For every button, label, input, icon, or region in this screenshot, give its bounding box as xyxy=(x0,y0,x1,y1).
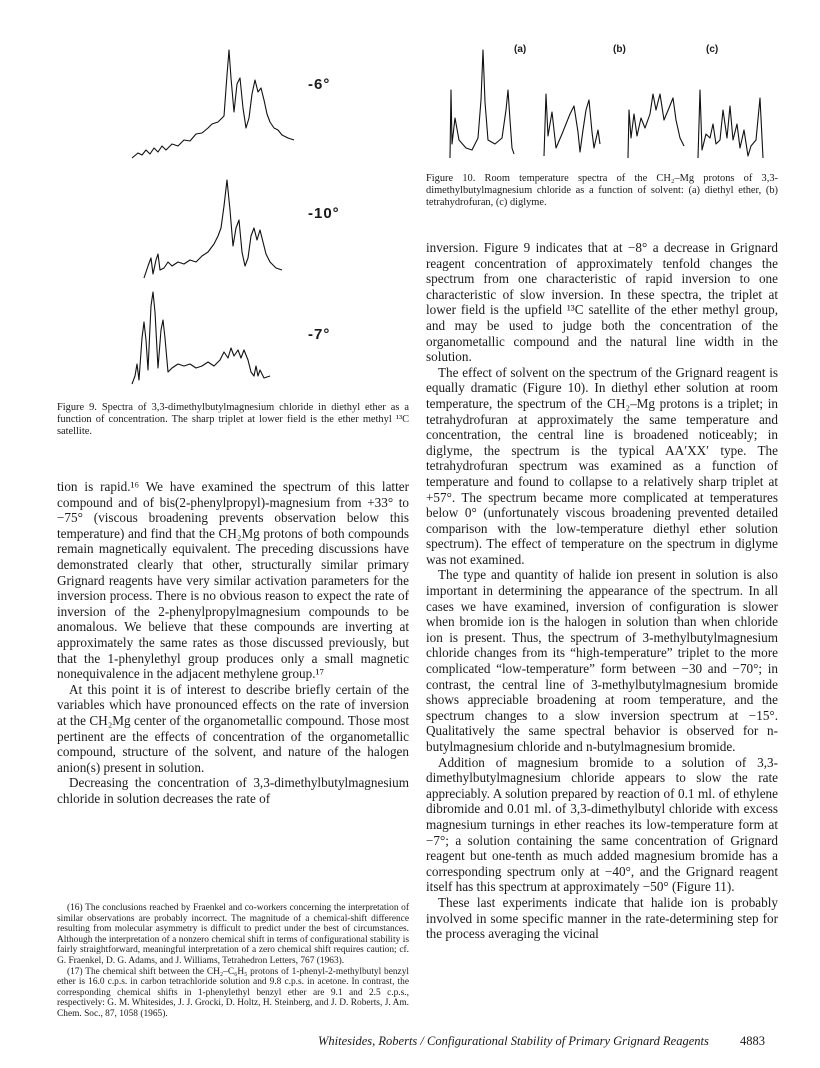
footnote-16: (16) The conclusions reached by Fraenkel and co-workers concerning the interpretation of similar observations are probably incorrect. The magnitude of a chemical-shift difference resulting from molecular asymmetry is difficult to predict under the best of circumstances. Although the interpretation of a nonzero chemical shift in terms of configurational stability is fairly straightforward, meaningful interpretation of a zero chemical shift requires caution; cf. G. Fraenkel, D. G. Adams, and J. Williams, Tetrahedron Letters, 767 (1963). xyxy=(57,903,409,966)
figure-9-spectrum-top xyxy=(130,40,300,170)
right-paragraph-5: These last experiments indicate that halide ion is probably involved in some specific manner in the rate-determining step for the process averaging the vicinal xyxy=(426,894,778,942)
figure-9 xyxy=(130,40,400,400)
panel-label-b: (b) xyxy=(613,44,626,55)
figure-10-spectrum-row xyxy=(440,40,770,170)
figure-9-caption: Figure 9. Spectra of 3,3-dimethylbutylmagnesium chloride in diethyl ether as a function of concentration. The sharp triplet at lower field is the ether methyl ¹³C satellite. xyxy=(57,402,409,438)
right-column xyxy=(426,240,778,942)
figure-10 xyxy=(440,40,770,170)
page-number: 4883 xyxy=(740,1034,765,1048)
right-paragraph-1: inversion. Figure 9 indicates that at −8° a decrease in Grignard reagent concentration of approximately tenfold changes the spectrum from one characteristic of rapid inversion to one characteristic of slow inversion. In these spectra, the triplet at lower field is the upfield ¹³C satellite of the ether methyl group, and may be used to judge both the concentration of the organometallic compound and the natural line width in the solution. xyxy=(426,240,778,365)
right-paragraph-4: Addition of magnesium bromide to a solution of 3,3-dimethylbutylmagnesium chloride appears to slow the rate appreciably. A solution prepared by reaction of 0.1 ml. of ethylene dibromide and 0.01 ml. of 3,3-dimethylbutyl chloride with excess magnesium turnings in ether reaches its low-temperature form at −7°; a solution containing the same concentration of Grignard reagent but one-tenth as much added magnesium bromide has a corresponding spectrum only at −40°, and the Grignard reagent itself has this spectrum at approximately −50° (Figure 11). xyxy=(426,754,778,895)
left-paragraph-1: tion is rapid.¹⁶ We have examined the spectrum of this latter compound and of bis(2-phenylpropyl)-magnesium from +33° to −75° (viscous broadening prevents observation below this temperature) and find that the CH₂Mg protons of both compounds remain magnetically equivalent. The preceding discussions have demonstrated clearly that other, structurally similar primary Grignard reagents have very similar activation parameters for the inversion process. There is no obvious reason to expect the rate of inversion of the 2-phenylpropylmagnesium compounds to be anomalous. We believe that these compounds are inverting at approximately the same rates as those discussed previously, but that the 1-phenylethyl group produces only a small magnetic nonequivalence in the adjacent methylene group.¹⁷ xyxy=(57,479,409,682)
temp-label-bottom: -7° xyxy=(308,326,331,343)
figure-9-spectrum-bottom xyxy=(130,272,300,392)
left-paragraph-3: Decreasing the concentration of 3,3-dimethylbutylmagnesium chloride in solution decreases the rate of xyxy=(57,775,409,806)
left-paragraph-2: At this point it is of interest to describe briefly certain of the variables which have pronounced effects on the rate of inversion at the CH₂Mg center of the organometallic compound. Those most pertinent are the effects of concentration of the organometallic compound, structure of the solvent, and nature of the halogen anion(s) present in solution. xyxy=(57,681,409,775)
footnote-17: (17) The chemical shift between the CH₂–C₆H₅ protons of 1-phenyl-2-methylbutyl benzyl ether is 16.0 c.p.s. in carbon tetrachloride solution and 9.8 c.p.s. in acetone. In contrast, the corresponding chemical shifts in 1-phenylethyl benzyl ether are 9.1 and 2.5 c.p.s., respectively: G. M. Whitesides, J. J. Grocki, D. Holtz, H. Steinberg, and J. D. Roberts, J. Am. Chem. Soc., 87, 1058 (1965). xyxy=(57,966,409,1019)
temp-label-top: -6° xyxy=(308,76,331,93)
figure-10-caption: Figure 10. Room temperature spectra of the CH₂–Mg protons of 3,3-dimethylbutylmagnesium chloride as a function of solvent: (a) diethyl ether, (b) tetrahydrofuran, (c) diglyme. xyxy=(426,173,778,209)
footnotes xyxy=(57,903,409,1020)
left-column xyxy=(57,479,409,806)
temp-label-middle: -10° xyxy=(308,205,340,222)
running-footer: Whitesides, Roberts / Configurational Stability of Primary Grignard Reagents xyxy=(318,1034,709,1048)
panel-label-c: (c) xyxy=(706,44,719,55)
panel-label-a: (a) xyxy=(514,44,527,55)
right-paragraph-2: The effect of solvent on the spectrum of the Grignard reagent is equally dramatic (Figure 10). In diethyl ether solution at room temperature, the spectrum of the CH₂–Mg protons is a triplet; in tetrahydrofuran at approximately the same temperature and concentration, the central line is broadened noticeably; in diglyme, the spectrum is the typical AA′XX′ type. The tetrahydrofuran spectrum was examined as a function of temperature and found to collapse to a relatively sharp triplet at +57°. The spectrum became more complicated at temperatures below 0° (unfortunately viscous broadening prevented detailed comparison with the low-temperature diethyl ether solution spectrum). The effect of temperature on the spectrum in diglyme was not examined. xyxy=(426,364,778,567)
right-paragraph-3: The type and quantity of halide ion present in solution is also important in determining the appearance of the spectrum. In all cases we have examined, inversion of configuration is slower when bromide ion is the halogen in solution than when chloride ion is present. Thus, the spectrum of 3-methylbutylmagnesium chloride changes from its “high-temperature” triplet to the more complicated “low-temperature” form between −30 and −70°; in contrast, the central line of 3-methylbutylmagnesium bromide shows appreciable broadening at room temperature, and the spectrum changes to a slow inversion spectrum at −15°. Qualitatively the same spectral behavior is observed for n-butylmagnesium chloride and n-butylmagnesium bromide. xyxy=(426,567,778,754)
